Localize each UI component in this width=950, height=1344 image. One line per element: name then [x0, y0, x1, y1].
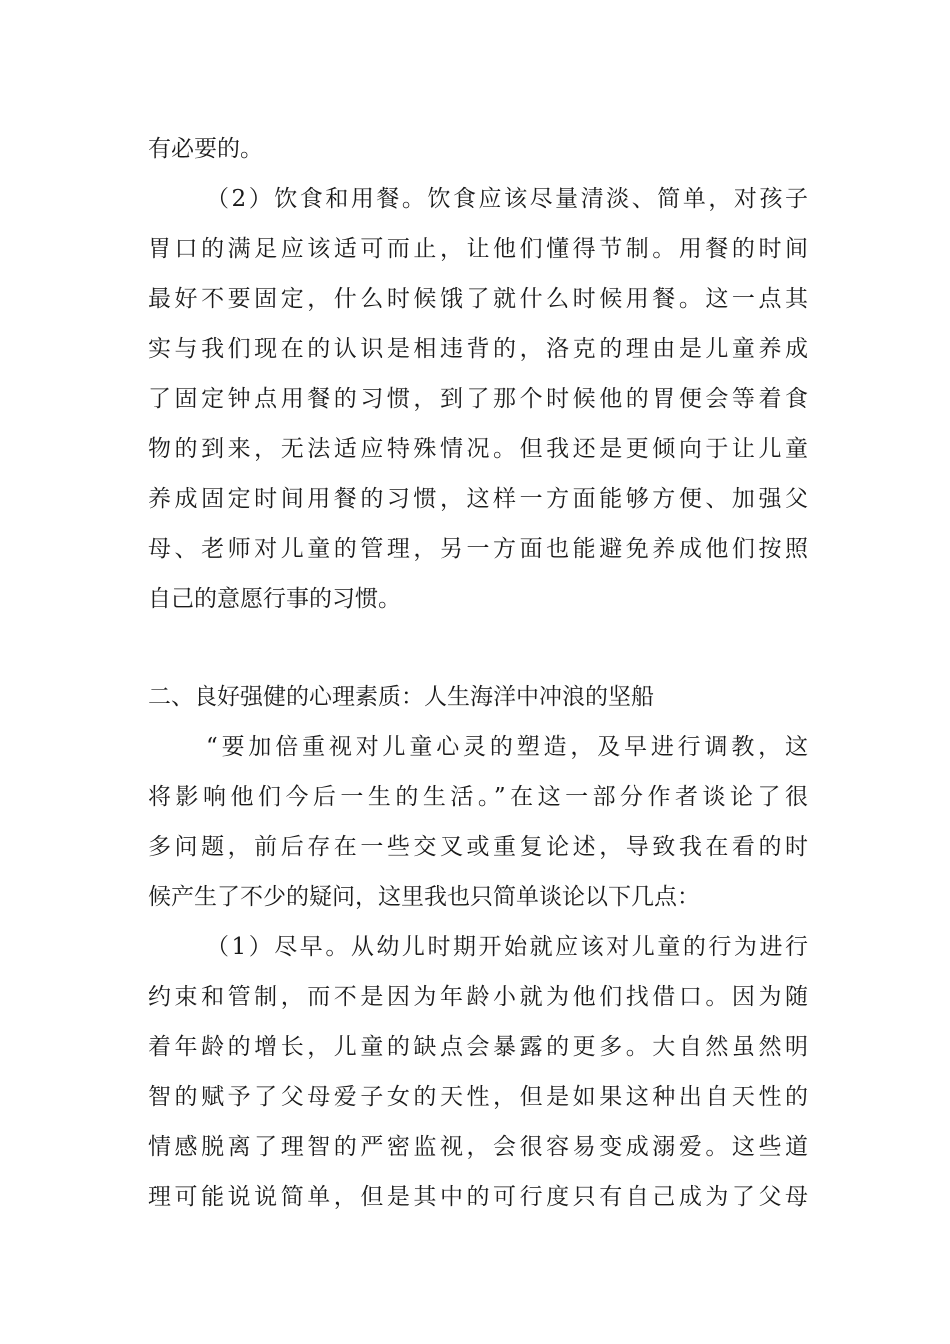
- paragraph-line: 母、老师对儿童的管理，另一方面也能避免养成他们按照: [148, 536, 808, 562]
- paragraph-line: 将影响他们今后一生的生活。”在这一部分作者谈论了很: [148, 784, 808, 810]
- paragraph-line: 着年龄的增长，儿童的缺点会暴露的更多。大自然虽然明: [148, 1034, 808, 1060]
- paragraph-line: 自己的意愿行事的习惯。: [148, 586, 401, 612]
- paragraph-line: “要加倍重视对儿童心灵的塑造，及早进行调教，这: [206, 734, 808, 760]
- paragraph-line: 胃口的满足应该适可而止，让他们懂得节制。用餐的时间: [148, 236, 808, 262]
- paragraph-line: 有必要的。: [148, 136, 263, 162]
- paragraph-line: 了固定钟点用餐的习惯，到了那个时候他的胃便会等着食: [148, 386, 808, 412]
- section-heading: 二、良好强健的心理素质：人生海洋中冲浪的坚船: [148, 684, 654, 710]
- paragraph-line: （1）尽早。从幼儿时期开始就应该对儿童的行为进行: [206, 934, 808, 960]
- paragraph-line: 多问题，前后存在一些交叉或重复论述，导致我在看的时: [148, 834, 808, 860]
- paragraph-line: 智的赋予了父母爱子女的天性，但是如果这种出自天性的: [148, 1084, 808, 1110]
- paragraph-line: 养成固定时间用餐的习惯，这样一方面能够方便、加强父: [148, 486, 808, 512]
- paragraph-line: 物的到来，无法适应特殊情况。但我还是更倾向于让儿童: [148, 436, 808, 462]
- paragraph-line: 最好不要固定，什么时候饿了就什么时候用餐。这一点其: [148, 286, 808, 312]
- paragraph-line: 候产生了不少的疑问，这里我也只简单谈论以下几点：: [148, 884, 700, 910]
- paragraph-line: 约束和管制，而不是因为年龄小就为他们找借口。因为随: [148, 984, 808, 1010]
- paragraph-line: （2）饮食和用餐。饮食应该尽量清淡、简单，对孩子: [206, 186, 808, 212]
- paragraph-line: 情感脱离了理智的严密监视，会很容易变成溺爱。这些道: [148, 1134, 808, 1160]
- paragraph-line: 实与我们现在的认识是相违背的，洛克的理由是儿童养成: [148, 336, 808, 362]
- paragraph-line: 理可能说说简单，但是其中的可行度只有自己成为了父母: [148, 1184, 808, 1210]
